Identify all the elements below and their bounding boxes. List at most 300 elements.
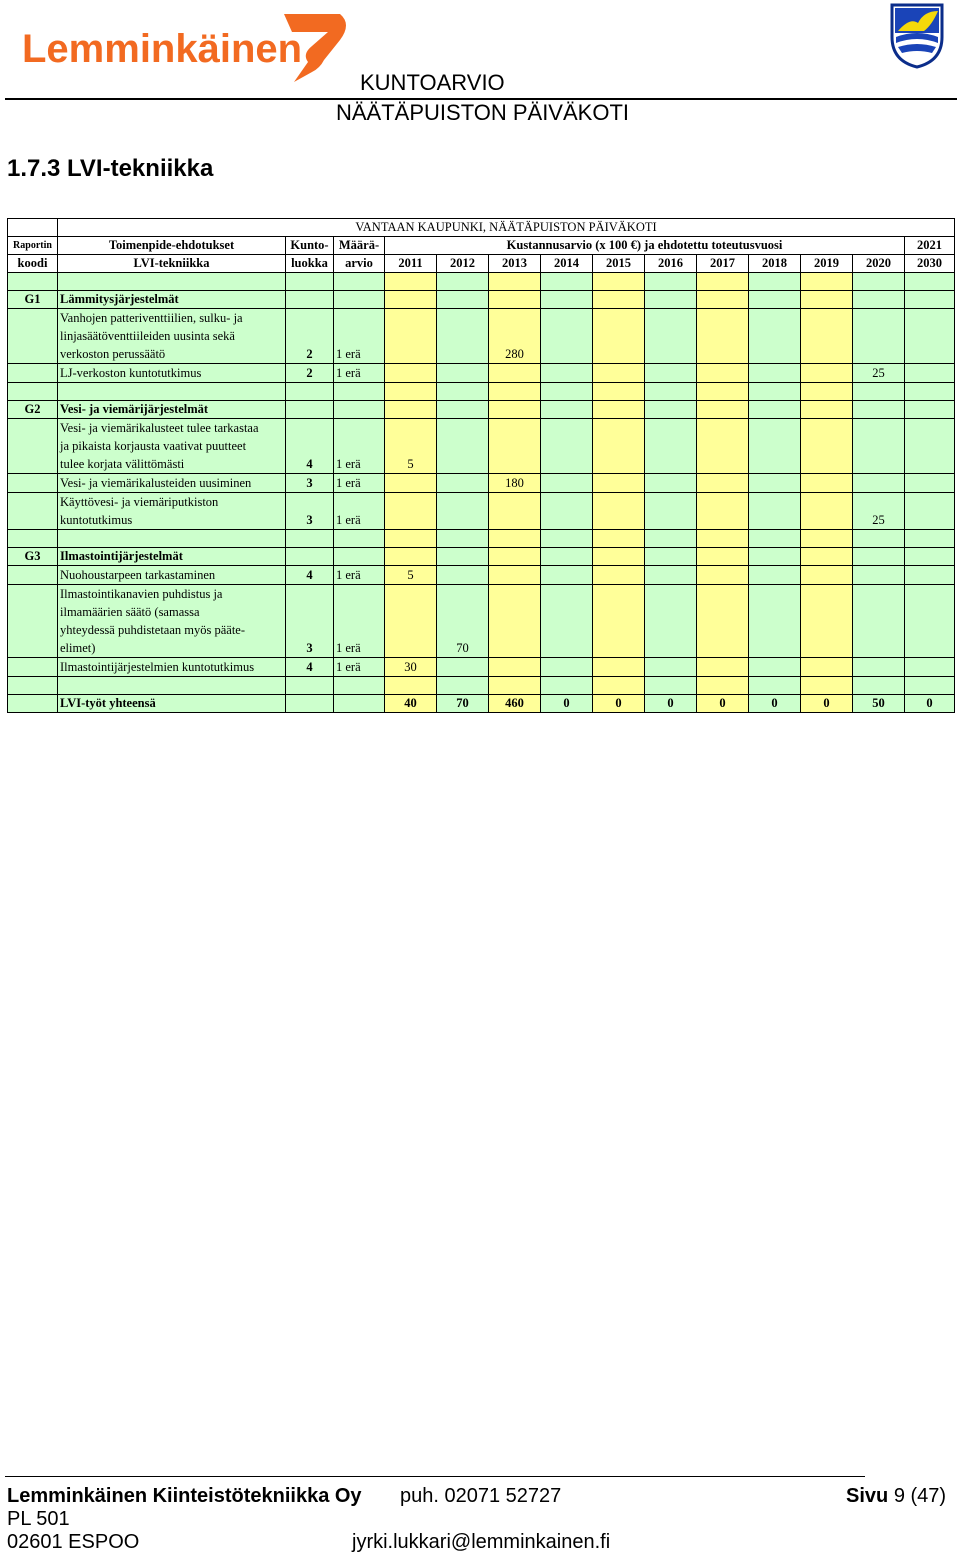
cost-cell-2011 — [385, 548, 437, 566]
cost-cell-2016 — [645, 493, 697, 530]
cost-cell-2012 — [437, 291, 489, 309]
cost-cell-2017 — [697, 364, 749, 383]
cost-cell-last — [905, 419, 955, 474]
description-line: Vesi- ja viemärikalusteet tulee tarkastaa — [60, 421, 259, 435]
cost-cell-2015 — [593, 548, 645, 566]
year-col-head: 2015 — [593, 255, 645, 273]
col-head-raportin: Raportin — [8, 237, 58, 255]
cost-cell-2019 — [801, 364, 853, 383]
cost-cell-last — [905, 273, 955, 291]
cost-cell-last — [905, 493, 955, 530]
cost-cell-2018 — [749, 493, 801, 530]
cost-cell-2011: 30 — [385, 658, 437, 677]
cost-cell-2014 — [541, 309, 593, 364]
group-title: Lämmitysjärjestelmät — [58, 291, 286, 309]
cost-cell-2019 — [801, 291, 853, 309]
total-value: 0 — [645, 695, 697, 713]
total-value: 0 — [697, 695, 749, 713]
cost-cell-2019 — [801, 566, 853, 585]
cost-cell-2017 — [697, 309, 749, 364]
cost-cell-2019 — [801, 273, 853, 291]
cost-cell-last — [905, 291, 955, 309]
cost-cell-2020 — [853, 401, 905, 419]
empty-cell — [58, 677, 286, 695]
cost-cell-2012: 70 — [437, 585, 489, 658]
empty-cell — [286, 401, 334, 419]
cost-cell-2013 — [489, 419, 541, 474]
row-code-cell — [8, 585, 58, 658]
item-description — [58, 364, 286, 383]
cost-cell-2012 — [437, 474, 489, 493]
cost-cell-2015 — [593, 585, 645, 658]
vantaa-coat-of-arms-icon — [888, 3, 946, 69]
logo-wordmark: Lemminkäinen — [22, 27, 303, 71]
cost-cell-2013 — [489, 677, 541, 695]
empty-cell — [8, 383, 58, 401]
cost-cell-2019 — [801, 309, 853, 364]
cost-cell-2018 — [749, 383, 801, 401]
item-description — [58, 309, 286, 364]
group-code: G3 — [8, 548, 58, 566]
cost-cell-2018 — [749, 273, 801, 291]
cost-cell-2016 — [645, 677, 697, 695]
table-row — [8, 309, 955, 364]
cost-cell-2014 — [541, 474, 593, 493]
cost-cell-2015 — [593, 474, 645, 493]
cost-cell-2018 — [749, 585, 801, 658]
cost-cell-2015 — [593, 493, 645, 530]
document-subtitle: NÄÄTÄPUISTON PÄIVÄKOTI — [336, 100, 629, 125]
spacer-row — [8, 273, 955, 291]
total-value: 0 — [801, 695, 853, 713]
total-value: 0 — [593, 695, 645, 713]
empty-cell — [286, 383, 334, 401]
cost-cell-2016 — [645, 530, 697, 548]
description-line: linjasäätöventtiileiden uusinta sekä — [60, 329, 235, 343]
total-value: 50 — [853, 695, 905, 713]
cost-cell-last — [905, 309, 955, 364]
row-code-cell — [8, 309, 58, 364]
cost-cell-2013: 280 — [489, 309, 541, 364]
cost-cell-2016 — [645, 364, 697, 383]
cost-cell-2011 — [385, 364, 437, 383]
col-head-koodi: koodi — [8, 255, 58, 273]
year-col-head: 2020 — [853, 255, 905, 273]
total-row — [8, 695, 955, 713]
cost-cell-2012 — [437, 677, 489, 695]
description-line: kuntotutkimus — [60, 513, 133, 527]
cost-cell-2017 — [697, 383, 749, 401]
col-head-maara: Määrä- — [334, 237, 385, 255]
table-row — [8, 566, 955, 585]
footer-postal: 02601 ESPOO — [7, 1531, 140, 1553]
footer-divider — [5, 1476, 865, 1477]
cost-cell-2020 — [853, 273, 905, 291]
description-line: Ilmastointijärjestelmien kuntotutkimus — [60, 660, 255, 674]
maara-value: 1 erä — [334, 566, 385, 585]
col-head-last2: 2030 — [905, 255, 955, 273]
cost-cell-2013: 180 — [489, 474, 541, 493]
cost-cell-2016 — [645, 309, 697, 364]
cost-cell-2014 — [541, 291, 593, 309]
total-value: 70 — [437, 695, 489, 713]
cost-cell-2019 — [801, 530, 853, 548]
footer-email: jyrki.lukkari@lemminkainen.fi — [352, 1531, 611, 1553]
cost-cell-2015 — [593, 364, 645, 383]
spacer-row — [8, 530, 955, 548]
col-head-arvio: arvio — [334, 255, 385, 273]
empty-cell — [286, 291, 334, 309]
lvi-cost-table — [7, 218, 955, 713]
cost-cell-2012 — [437, 493, 489, 530]
cost-cell-2013 — [489, 364, 541, 383]
cost-cell-2011 — [385, 401, 437, 419]
empty-cell — [334, 273, 385, 291]
cost-cell-2013 — [489, 291, 541, 309]
cost-cell-2017 — [697, 658, 749, 677]
cost-cell-2016 — [645, 291, 697, 309]
item-description — [58, 493, 286, 530]
col-head-cost: Kustannusarvio (x 100 €) ja ehdotettu toteutusvuosi — [385, 237, 905, 255]
cost-cell-2018 — [749, 364, 801, 383]
empty-cell — [334, 677, 385, 695]
section-title: 1.7.3 LVI-tekniikka — [7, 155, 214, 182]
cost-cell-2012 — [437, 364, 489, 383]
description-line: ilmamäärien säätö (samassa — [60, 605, 200, 619]
empty-cell — [286, 273, 334, 291]
cost-cell-2013 — [489, 401, 541, 419]
year-col-head: 2019 — [801, 255, 853, 273]
cost-cell-2014 — [541, 401, 593, 419]
cost-cell-2016 — [645, 419, 697, 474]
cost-cell-2011: 5 — [385, 419, 437, 474]
cost-cell-2018 — [749, 677, 801, 695]
cost-cell-2011 — [385, 677, 437, 695]
row-code-cell — [8, 658, 58, 677]
total-value: 460 — [489, 695, 541, 713]
cost-cell-2011: 5 — [385, 566, 437, 585]
table-row — [8, 419, 955, 474]
year-col-head: 2018 — [749, 255, 801, 273]
year-col-head: 2012 — [437, 255, 489, 273]
kunto-value: 4 — [286, 658, 334, 677]
description-line: Nuohoustarpeen tarkastaminen — [60, 568, 216, 582]
cost-cell-2014 — [541, 530, 593, 548]
cost-cell-last — [905, 585, 955, 658]
cost-cell-2020: 25 — [853, 364, 905, 383]
col-head-lvi: LVI-tekniikka — [58, 255, 286, 273]
cost-cell-2018 — [749, 658, 801, 677]
cost-cell-2014 — [541, 273, 593, 291]
empty-cell — [334, 530, 385, 548]
cost-cell-2019 — [801, 585, 853, 658]
total-value-last: 0 — [905, 695, 955, 713]
total-value: 0 — [541, 695, 593, 713]
year-col-head: 2017 — [697, 255, 749, 273]
item-description — [58, 474, 286, 493]
group-row — [8, 548, 955, 566]
cost-cell-2012 — [437, 658, 489, 677]
col-head-toimenpide: Toimenpide-ehdotukset — [58, 237, 286, 255]
cost-cell-2015 — [593, 401, 645, 419]
cost-cell-2020 — [853, 530, 905, 548]
footer-po-box: PL 501 — [7, 1508, 70, 1530]
empty-cell — [8, 695, 58, 713]
cost-cell-2013 — [489, 383, 541, 401]
cost-cell-2016 — [645, 383, 697, 401]
cost-cell-2018 — [749, 474, 801, 493]
cost-cell-2015 — [593, 566, 645, 585]
description-line: tulee korjata välittömästi — [60, 457, 185, 471]
total-label: LVI-työt yhteensä — [58, 695, 286, 713]
cost-cell-2020 — [853, 548, 905, 566]
row-code-cell — [8, 474, 58, 493]
cost-cell-2014 — [541, 585, 593, 658]
cost-cell-2020 — [853, 419, 905, 474]
cost-cell-2020 — [853, 309, 905, 364]
footer-page — [846, 1484, 946, 1508]
cost-cell-2020 — [853, 291, 905, 309]
maara-value: 1 erä — [334, 309, 385, 364]
empty-cell — [334, 401, 385, 419]
cost-cell-2019 — [801, 419, 853, 474]
cost-cell-2016 — [645, 401, 697, 419]
cost-cell-2011 — [385, 493, 437, 530]
footer-page-num: 9 — [893, 1485, 905, 1507]
col-head-kunto: Kunto- — [286, 237, 334, 255]
cost-cell-2014 — [541, 677, 593, 695]
cost-cell-2015 — [593, 383, 645, 401]
table-row — [8, 658, 955, 677]
cost-cell-last — [905, 364, 955, 383]
cost-cell-2019 — [801, 474, 853, 493]
cost-cell-2017 — [697, 548, 749, 566]
cost-cell-2014 — [541, 548, 593, 566]
kunto-value: 2 — [286, 364, 334, 383]
cost-cell-2012 — [437, 401, 489, 419]
cost-cell-2011 — [385, 309, 437, 364]
cost-cell-2020 — [853, 474, 905, 493]
cost-cell-2019 — [801, 658, 853, 677]
cost-cell-2015 — [593, 658, 645, 677]
item-description — [58, 585, 286, 658]
cost-cell-2015 — [593, 419, 645, 474]
description-line: verkoston perussäätö — [60, 347, 166, 361]
cost-cell-2011 — [385, 291, 437, 309]
cost-cell-2014 — [541, 419, 593, 474]
cost-cell-2017 — [697, 291, 749, 309]
description-line: elimet) — [60, 641, 96, 655]
table-caption: VANTAAN KAUPUNKI, NÄÄTÄPUISTON PÄIVÄKOTI — [58, 219, 955, 237]
col-head-last: 2021 — [905, 237, 955, 255]
corner-cell — [8, 219, 58, 237]
cost-cell-2020 — [853, 383, 905, 401]
group-row — [8, 291, 955, 309]
empty-cell — [286, 530, 334, 548]
cost-cell-2016 — [645, 566, 697, 585]
cost-cell-2018 — [749, 401, 801, 419]
group-title: Vesi- ja viemärijärjestelmät — [58, 401, 286, 419]
description-line: Käyttövesi- ja viemäriputkiston — [60, 495, 219, 509]
maara-value: 1 erä — [334, 364, 385, 383]
cost-cell-2016 — [645, 474, 697, 493]
maara-value: 1 erä — [334, 658, 385, 677]
description-line: ja pikaista korjausta vaativat puutteet — [60, 439, 247, 453]
empty-cell — [58, 530, 286, 548]
year-col-head: 2014 — [541, 255, 593, 273]
cost-cell-2012 — [437, 548, 489, 566]
cost-cell-2013 — [489, 273, 541, 291]
year-col-head: 2016 — [645, 255, 697, 273]
spacer-row — [8, 383, 955, 401]
footer-page-total: (47) — [910, 1485, 947, 1507]
footer-company: Lemminkäinen Kiinteistötekniikka Oy — [7, 1485, 362, 1507]
kunto-value: 3 — [286, 493, 334, 530]
cost-cell-2012 — [437, 273, 489, 291]
row-code-cell — [8, 364, 58, 383]
row-code-cell — [8, 493, 58, 530]
cost-cell-2011 — [385, 530, 437, 548]
year-col-head: 2013 — [489, 255, 541, 273]
row-code-cell — [8, 566, 58, 585]
kunto-value: 3 — [286, 474, 334, 493]
cost-cell-last — [905, 566, 955, 585]
cost-cell-2016 — [645, 273, 697, 291]
spacer-row — [8, 677, 955, 695]
cost-cell-last — [905, 401, 955, 419]
item-description — [58, 566, 286, 585]
cost-cell-2015 — [593, 291, 645, 309]
cost-cell-2017 — [697, 530, 749, 548]
cost-cell-2013 — [489, 548, 541, 566]
footer-page-label: Sivu — [846, 1485, 889, 1507]
description-line: yhteydessä puhdistetaan myös pääte- — [60, 623, 246, 637]
empty-cell — [8, 677, 58, 695]
cost-cell-2019 — [801, 677, 853, 695]
description-line: Vesi- ja viemärikalusteiden uusiminen — [60, 476, 252, 490]
table-row — [8, 474, 955, 493]
cost-cell-2016 — [645, 585, 697, 658]
cost-cell-2017 — [697, 493, 749, 530]
empty-cell — [334, 383, 385, 401]
empty-cell — [8, 530, 58, 548]
cost-cell-2012 — [437, 309, 489, 364]
description-line: LJ-verkoston kuntotutkimus — [60, 366, 202, 380]
cost-cell-2017 — [697, 677, 749, 695]
cost-cell-2015 — [593, 309, 645, 364]
cost-cell-2012 — [437, 530, 489, 548]
table-row — [8, 585, 955, 658]
maara-value: 1 erä — [334, 493, 385, 530]
empty-cell — [334, 291, 385, 309]
row-code-cell — [8, 419, 58, 474]
year-col-head: 2011 — [385, 255, 437, 273]
cost-cell-last — [905, 530, 955, 548]
maara-value: 1 erä — [334, 474, 385, 493]
cost-cell-2018 — [749, 566, 801, 585]
cost-cell-2017 — [697, 474, 749, 493]
header-divider — [5, 98, 957, 100]
cost-cell-2019 — [801, 383, 853, 401]
empty-cell — [286, 677, 334, 695]
empty-cell — [8, 273, 58, 291]
cost-cell-2012 — [437, 419, 489, 474]
cost-cell-2020 — [853, 585, 905, 658]
cost-cell-2014 — [541, 658, 593, 677]
footer-phone: puh. 02071 52727 — [400, 1485, 562, 1507]
total-value: 0 — [749, 695, 801, 713]
cost-cell-2016 — [645, 658, 697, 677]
cost-cell-2015 — [593, 273, 645, 291]
item-description — [58, 419, 286, 474]
kunto-value: 2 — [286, 309, 334, 364]
cost-cell-last — [905, 677, 955, 695]
cost-cell-last — [905, 474, 955, 493]
empty-cell — [286, 548, 334, 566]
cost-cell-2018 — [749, 530, 801, 548]
kunto-value: 3 — [286, 585, 334, 658]
cost-cell-2014 — [541, 566, 593, 585]
cost-cell-2020 — [853, 566, 905, 585]
group-title: Ilmastointijärjestelmät — [58, 548, 286, 566]
document-title: KUNTOARVIO — [360, 70, 505, 95]
cost-cell-last — [905, 548, 955, 566]
col-head-luokka: luokka — [286, 255, 334, 273]
cost-cell-2017 — [697, 401, 749, 419]
cost-cell-2013 — [489, 658, 541, 677]
kunto-value: 4 — [286, 566, 334, 585]
cost-cell-2011 — [385, 273, 437, 291]
cost-cell-2013 — [489, 493, 541, 530]
cost-cell-last — [905, 383, 955, 401]
cost-cell-2015 — [593, 677, 645, 695]
cost-cell-2013 — [489, 566, 541, 585]
cost-cell-2017 — [697, 419, 749, 474]
total-value: 40 — [385, 695, 437, 713]
cost-cell-2014 — [541, 364, 593, 383]
empty-cell — [58, 273, 286, 291]
cost-cell-2012 — [437, 566, 489, 585]
cost-cell-2015 — [593, 530, 645, 548]
group-code: G2 — [8, 401, 58, 419]
table-row — [8, 364, 955, 383]
cost-cell-2019 — [801, 493, 853, 530]
cost-cell-2011 — [385, 474, 437, 493]
cost-cell-2018 — [749, 548, 801, 566]
kunto-value: 4 — [286, 419, 334, 474]
description-line: Ilmastointikanavien puhdistus ja — [60, 587, 223, 601]
empty-cell — [334, 695, 385, 713]
cost-cell-2014 — [541, 493, 593, 530]
cost-cell-2017 — [697, 273, 749, 291]
cost-cell-2020 — [853, 658, 905, 677]
cost-cell-2020: 25 — [853, 493, 905, 530]
description-line: Vanhojen patteriventtiilien, sulku- ja — [60, 311, 243, 325]
group-row — [8, 401, 955, 419]
empty-cell — [286, 695, 334, 713]
group-code: G1 — [8, 291, 58, 309]
item-description — [58, 658, 286, 677]
cost-cell-2016 — [645, 548, 697, 566]
cost-cell-2018 — [749, 419, 801, 474]
cost-cell-2018 — [749, 291, 801, 309]
cost-cell-2018 — [749, 309, 801, 364]
table-row — [8, 493, 955, 530]
cost-cell-last — [905, 658, 955, 677]
cost-cell-2011 — [385, 383, 437, 401]
maara-value: 1 erä — [334, 419, 385, 474]
maara-value: 1 erä — [334, 585, 385, 658]
